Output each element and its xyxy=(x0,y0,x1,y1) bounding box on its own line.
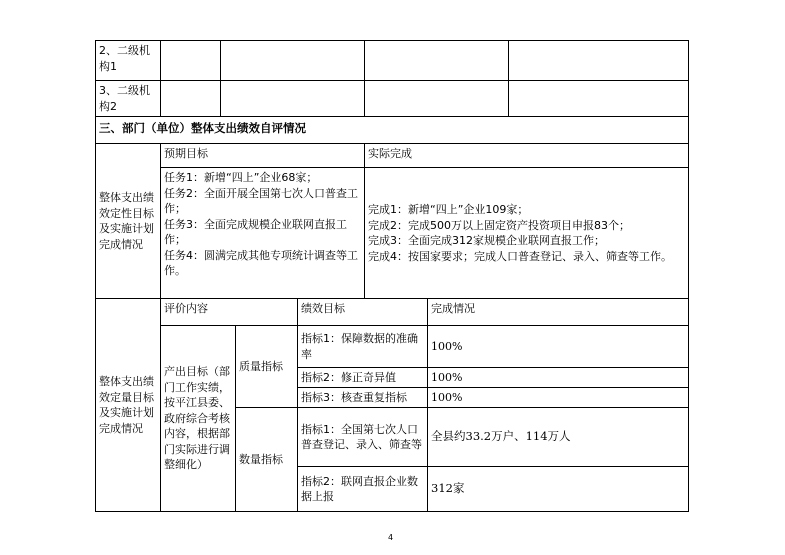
column-header-actual: 实际完成 xyxy=(364,143,689,168)
row-label-qualitative xyxy=(95,143,161,299)
column-header-eval: 评价内容 xyxy=(160,298,298,326)
planned-item: 任务1：新增“四上”企业68家； xyxy=(164,171,318,184)
table-cell-empty xyxy=(220,40,365,81)
indicator-result: 100% xyxy=(427,367,689,388)
quantity-indicator-text: 数量指标 xyxy=(239,452,283,466)
output-target-text: 产出目标（部门工作实绩，按平江县委、政府综合考核内容，根据部门实际进行调整细化） xyxy=(164,365,230,472)
planned-item: 任务4：圆满完成其他专项统计调查等工作。 xyxy=(164,248,358,277)
table-cell-empty xyxy=(364,80,509,117)
output-target-label xyxy=(160,325,236,512)
column-header-planned: 预期目标 xyxy=(160,143,365,168)
indicator-target: 指标1：保障数据的准确率 xyxy=(297,325,428,368)
table-cell-empty xyxy=(220,80,365,117)
table-row-label: 3、二级机构2 xyxy=(95,80,161,117)
row-label-qualitative-text: 整体支出绩效定性目标及实施计划完成情况 xyxy=(99,191,154,251)
indicator-target: 指标2：联网直报企业数据上报 xyxy=(297,466,428,512)
row-label-quantitative-text: 整体支出绩效定量目标及实施计划完成情况 xyxy=(99,375,154,435)
page-number: 4 xyxy=(388,533,394,542)
quality-indicator-text: 质量指标 xyxy=(239,359,283,373)
table-cell-empty xyxy=(160,40,221,81)
actual-item: 完成4：按国家要求；完成人口普查登记、录入、筛查等工作。 xyxy=(368,249,672,263)
table-cell-empty xyxy=(160,80,221,117)
indicator-target: 指标2：修正奇异值 xyxy=(297,367,428,388)
indicator-result: 全县约33.2万户、114万人 xyxy=(427,407,689,467)
indicator-target: 指标3：核查重复指标 xyxy=(297,387,428,408)
section-title: 三、部门（单位）整体支出绩效自评情况 xyxy=(95,116,689,144)
row-label-quantitative xyxy=(95,298,161,512)
planned-targets-cell xyxy=(160,167,365,299)
planned-item: 任务3：全面完成规模企业联网直报工作； xyxy=(164,217,347,246)
actual-item: 完成2：完成500万以上固定资产投资项目申报83个； xyxy=(368,218,630,232)
table-cell-empty xyxy=(508,40,689,81)
quantity-indicator-label xyxy=(235,407,298,512)
indicator-result: 312家 xyxy=(427,466,689,512)
planned-item: 任务2：全面开展全国第七次人口普查工作； xyxy=(164,186,358,215)
quality-indicator-label xyxy=(235,325,298,408)
table-row-label: 2、二级机构1 xyxy=(95,40,161,81)
actual-results-cell xyxy=(364,167,689,299)
indicator-target: 指标1：全国第七次人口普查登记、录入、筛查等 xyxy=(297,407,428,467)
actual-item: 完成1：新增“四上”企业109家； xyxy=(368,203,529,216)
indicator-result: 100% xyxy=(427,325,689,368)
table-cell-empty xyxy=(364,40,509,81)
table-cell-empty xyxy=(508,80,689,117)
indicator-result: 100% xyxy=(427,387,689,408)
actual-item: 完成3：全面完成312家规模企业联网直报工作； xyxy=(368,234,605,247)
column-header-done: 完成情况 xyxy=(427,298,689,326)
column-header-target: 绩效目标 xyxy=(297,298,428,326)
